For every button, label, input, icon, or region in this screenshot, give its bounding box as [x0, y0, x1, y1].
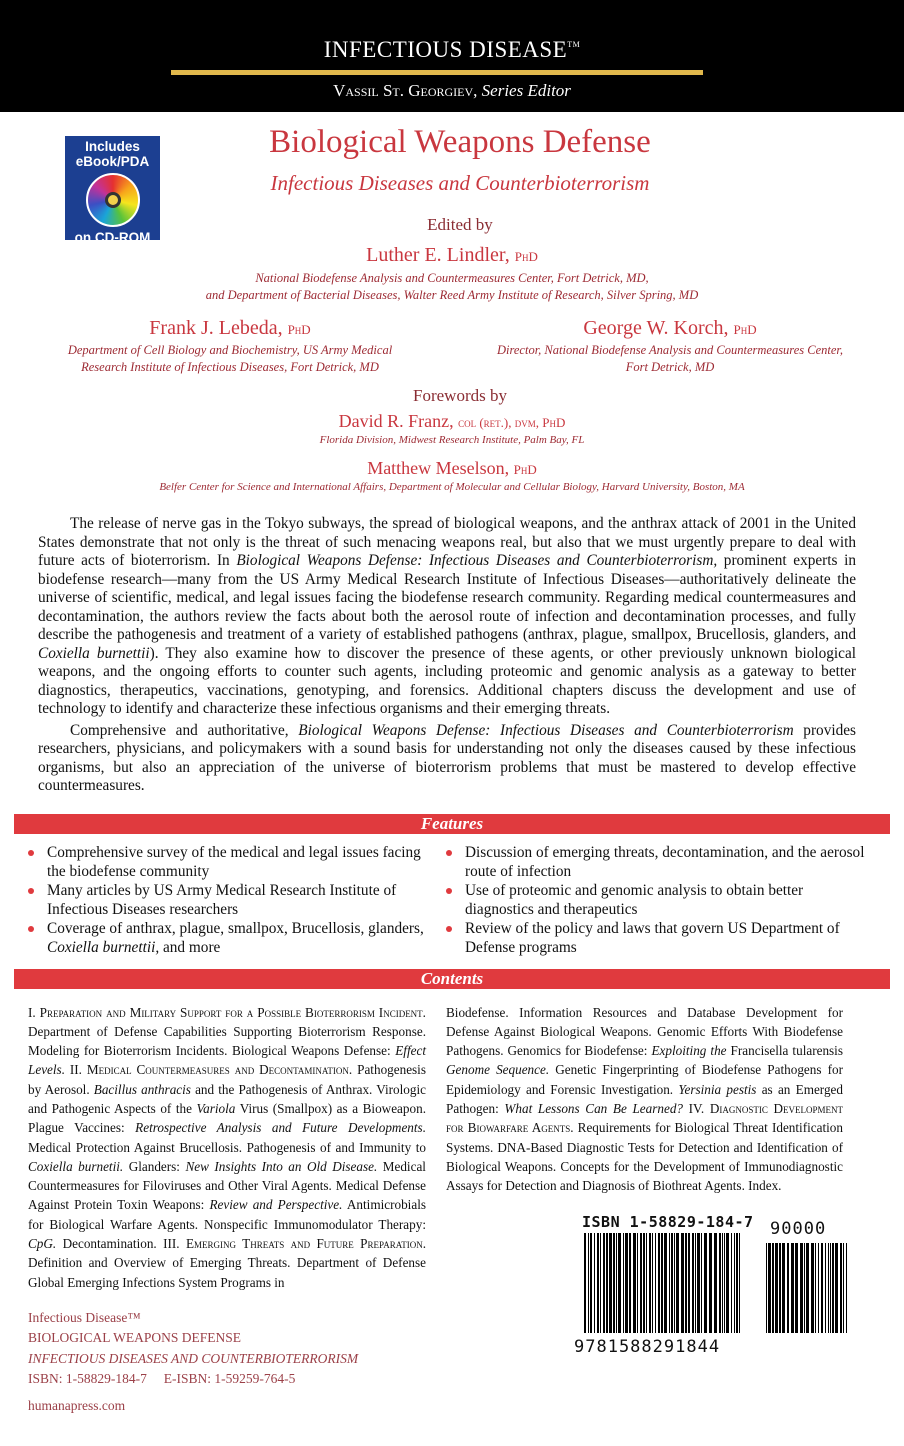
- text-segment: Requirements for Biological Threat Identification Systems. DNA-Based Diagnostic Tests for Detection and Identification of Biological Weapons. Concepts for the Development of Immunodiagnostic Assays for Detection and Diagnosis of Biothreat Agents. Index.: [446, 1120, 843, 1194]
- editor-affiliation: Fort Detrick, MD: [625, 360, 715, 374]
- barcode-bar: [701, 1233, 702, 1333]
- text-segment: Comprehensive and authoritative,: [70, 721, 299, 739]
- addon-barcode: [766, 1243, 849, 1333]
- text-segment: Biodefense. Information Resources and Database Development for Defense Against Biological Weapons. Genomic Efforts With Biodefense Pathogens. Genomics for Biodefense:: [446, 1004, 843, 1059]
- barcode-bar: [688, 1233, 690, 1333]
- text-segment: Department of Defense Capabilities Supporting Bioterrorism Response. Modeling for Bioterrorism Incidents. Biological Weapons Defense:: [28, 1023, 426, 1059]
- barcode-bar: [779, 1243, 781, 1333]
- barcode-bar: [709, 1233, 712, 1333]
- features-list-right: [446, 843, 866, 957]
- barcode-bar: [821, 1243, 823, 1333]
- contents: [28, 1003, 890, 1417]
- barcode-bar: [676, 1233, 679, 1333]
- text-segment: Genetic Fingerprinting of Biodefense Pathogens for Epidemiology and Forensic Investigation.: [446, 1062, 843, 1097]
- text-segment: Glanders:: [123, 1158, 186, 1174]
- barcode-bar: [840, 1243, 842, 1333]
- barcode-bar: [646, 1233, 647, 1333]
- barcode-bar: [828, 1243, 829, 1333]
- text-segment: IV.: [683, 1100, 710, 1116]
- barcode-bar: [719, 1233, 721, 1333]
- text-segment: Medical Protection Against Brucellosis. Pathogenesis of and Immunity to: [28, 1139, 426, 1155]
- text-segment: II.: [65, 1062, 87, 1078]
- editor-affiliation: National Biodefense Analysis and Countermeasures Center, Fort Detrick, MD,: [255, 271, 649, 285]
- left-column: [28, 1003, 426, 1417]
- editor-name: Luther E. Lindler,: [366, 244, 510, 266]
- barcode-bar: [818, 1243, 819, 1333]
- barcode-bar: [825, 1243, 826, 1333]
- barcode-bar: [664, 1233, 667, 1333]
- forewords-by-label: Forewords by: [413, 386, 507, 405]
- text-segment: prominent experts in biodefense research—many from the US Army Medical Research Institute of Infectious Diseases—authoritatively delineate the universe of scientific, medical, and legal issues facing the biodefense research community. Regarding medical countermeasures and decontamination, the authors review the facts about both the aerosol route of infection and decontamination processes, and fully describe the pathogenesis and treatment of a variety of established pathogens (anthrax, plague, smallpox, Brucellosis, glanders, and: [38, 552, 856, 643]
- features-list-left: [28, 843, 428, 957]
- text-segment: Coverage of anthrax, plague, smallpox, Brucellosis, glanders,: [47, 919, 424, 937]
- text-segment: as an Emerged Pathogen:: [446, 1081, 844, 1116]
- barcode-bar: [695, 1233, 696, 1333]
- editor-degree: PhD: [514, 249, 538, 264]
- barcode-bar: [600, 1233, 601, 1333]
- footer-title: BIOLOGICAL WEAPONS DEFENSE: [28, 1330, 242, 1346]
- barcode-bar: [714, 1233, 717, 1333]
- barcode-bar: [806, 1243, 809, 1333]
- barcode-bar: [726, 1233, 729, 1333]
- barcode-bar: [724, 1233, 725, 1333]
- barcode-bar: [692, 1233, 694, 1333]
- description-paragraph: [38, 722, 856, 796]
- editor-degree: PhD: [287, 322, 311, 337]
- editor-korch: [440, 317, 900, 376]
- editor-name: George W. Korch,: [583, 317, 729, 339]
- contents-heading: Contents: [14, 969, 890, 989]
- text-segment: Decontamination. III.: [56, 1236, 186, 1252]
- italic-text: Variola: [196, 1100, 236, 1116]
- barcode-bar: [623, 1233, 624, 1333]
- editor-lindler: [100, 244, 804, 304]
- barcode-bar: [832, 1243, 834, 1333]
- foreword-name: David R. Franz,: [338, 411, 454, 431]
- barcode-bar: [674, 1233, 675, 1333]
- editor-degree: PhD: [733, 322, 757, 337]
- barcode-bar: [830, 1243, 831, 1333]
- italic-text: Exploiting the: [651, 1043, 727, 1059]
- contents-right-column: [446, 1003, 843, 1196]
- italic-text: Genome Sequence.: [446, 1062, 550, 1078]
- contents-left-column: [28, 1003, 426, 1292]
- barcode-bar: [633, 1233, 636, 1333]
- barcode-bar: [637, 1233, 638, 1333]
- text-segment: Medical Countermeasures for Filoviruses and Other Viral Agents. Medical Defense Against Protein Toxin Weapons:: [28, 1158, 426, 1213]
- footer-url[interactable]: humanapress.com: [28, 1397, 126, 1413]
- editor-affiliation: Research Institute of Infectious Diseases, Fort Detrick, MD: [81, 360, 379, 374]
- editor-name: Frank J. Lebeda,: [149, 317, 283, 339]
- barcode-bar: [739, 1233, 740, 1333]
- feature-item: [28, 843, 428, 881]
- barcode-bar: [671, 1233, 673, 1333]
- barcode-bar: [613, 1233, 615, 1333]
- barcode-bar: [618, 1233, 621, 1333]
- italic-text: Coxiella burnettii,: [47, 938, 160, 956]
- italic-text: CpG.: [28, 1236, 57, 1252]
- barcode-bar: [625, 1233, 628, 1333]
- edited-by-label: Edited by: [427, 215, 493, 234]
- text-segment: Use of proteomic and genomic analysis to obtain better diagnostics and therapeutics: [465, 881, 804, 918]
- text-segment: Virus (Smallpox) as a Bioweapon. Plague Vaccines:: [28, 1100, 426, 1136]
- barcode-bar: [843, 1243, 844, 1333]
- features-heading: Features: [14, 814, 890, 834]
- feature-item: [446, 919, 866, 957]
- barcode-bar: [652, 1233, 653, 1333]
- feature-item: [28, 881, 428, 919]
- italic-text: Bacillus anthracis: [93, 1081, 191, 1097]
- barcode-bar: [697, 1233, 700, 1333]
- foreword-affiliation: Florida Division, Midwest Research Institute, Palm Bay, FL: [319, 434, 585, 446]
- cd-disc-icon: [86, 173, 140, 227]
- footer-subtitle: INFECTIOUS DISEASES AND COUNTERBIOTERRORISM: [28, 1350, 359, 1366]
- series-title: INFECTIOUS DISEASE: [323, 37, 568, 62]
- editor-lebeda: [20, 317, 440, 376]
- text-segment: Antimicrobials for Biological Warfare Agents. Nonspecific Immunomodulator Therapy:: [28, 1197, 426, 1232]
- barcode-bar: [787, 1243, 789, 1333]
- italic-text: Yersinia pestis: [678, 1081, 757, 1097]
- feature-item: [446, 881, 866, 919]
- italic-text: New Insights Into an Old Disease.: [185, 1158, 378, 1174]
- barcode-bar: [649, 1233, 651, 1333]
- barcode-bar: [704, 1233, 707, 1333]
- description-paragraph: [38, 515, 856, 719]
- barcode-bar: [640, 1233, 642, 1333]
- gold-rule: [171, 70, 703, 75]
- foreword-degree: PhD: [513, 462, 537, 477]
- barcode-bar: [835, 1243, 838, 1333]
- barcode-bar: [804, 1243, 805, 1333]
- barcode-bar: [734, 1233, 735, 1333]
- text-segment: Comprehensive survey of the medical and legal issues facing the biodefense community: [47, 843, 421, 880]
- ean-barcode: [584, 1233, 747, 1333]
- barcode-bar: [722, 1233, 723, 1333]
- text-segment: Discussion of emerging threats, decontamination, and the aerosol route of infection: [465, 843, 865, 880]
- foreword-degree: col (ret.), dvm, PhD: [458, 415, 566, 430]
- barcode-bar: [629, 1233, 631, 1333]
- barcode-bar: [584, 1233, 586, 1333]
- barcode-bar: [736, 1233, 738, 1333]
- text-segment: Francisella tularensis: [726, 1043, 843, 1059]
- badge-line: eBook/PDA: [75, 154, 150, 169]
- series-name: [0, 37, 904, 63]
- text-segment: I.: [28, 1004, 40, 1020]
- barcode-bar: [768, 1243, 771, 1333]
- text-segment: Definition and Overview of Emerging Threats. Department of Defense Global Emerging Infections System Programs in: [28, 1255, 426, 1290]
- text-segment: Pathogenesis by Aerosol.: [28, 1062, 426, 1097]
- feature-item: [446, 843, 866, 881]
- barcode-bar: [661, 1233, 663, 1333]
- barcode-bar: [609, 1233, 612, 1333]
- addon-digits: 90000: [770, 1219, 827, 1240]
- foreword-name: Matthew Meselson,: [367, 458, 510, 478]
- italic-text: What Lessons Can Be Learned?: [504, 1100, 684, 1116]
- barcode-bar: [846, 1243, 847, 1333]
- italic-text: Effect Levels.: [28, 1043, 426, 1078]
- section-title: Emerging Threats and Future Preparation.: [185, 1236, 426, 1252]
- editor-affiliation: Department of Cell Biology and Biochemistry, US Army Medical: [67, 343, 393, 357]
- badge-line: Includes: [85, 139, 140, 154]
- barcode-bar: [594, 1233, 595, 1333]
- barcode-bar: [603, 1233, 605, 1333]
- footer-eisbn: E-ISBN: 1-59259-764-5: [163, 1371, 296, 1387]
- badge-line: on CD-ROM: [74, 230, 151, 245]
- text-segment: Many articles by US Army Medical Research Institute of Infectious Diseases researchers: [47, 881, 397, 918]
- description: [38, 515, 856, 796]
- foreword-affiliation: Belfer Center for Science and International Affairs, Department of Molecular and Cellular Biology, Harvard University, Boston, MA: [159, 481, 745, 493]
- barcode-bar: [815, 1243, 816, 1333]
- text-segment: ). They also examine how to discover the presence of these agents, or other previously unknown biological weapons, and the ongoing efforts to counter such agents, including proteomic and genomic analysis as a gateway to better diagnostics, therapeutics, vaccinations, genotyping, and forensics. Additional chapters discuss the development and use of technology to identify and characterize these infectious organisms and their emerging threats.: [38, 644, 856, 717]
- barcode-bar: [772, 1243, 774, 1333]
- text-segment: The release of nerve gas in the Tokyo subways, the spread of biological weapons, and the anthrax attack of 2001 in the United States demonstrate that not only is the threat of such menacing weapons real, but also that we must urgently prepare to deal with future acts of bioterrorism. In: [38, 515, 856, 569]
- barcode-bar: [681, 1233, 684, 1333]
- barcode-bar: [766, 1243, 767, 1333]
- text-segment: and the Pathogenesis of Anthrax. Virologic and Pathogenic Aspects of the: [28, 1081, 426, 1116]
- barcode-bar: [655, 1233, 656, 1333]
- barcode-bar: [643, 1233, 645, 1333]
- foreword-meselson: [40, 458, 864, 496]
- barcode-bar: [590, 1233, 592, 1333]
- ean-digits: 9781588291844: [574, 1337, 721, 1358]
- book-subtitle: Infectious Diseases and Counterbioterrorism: [270, 171, 650, 195]
- footer-isbn: ISBN: 1-58829-184-7: [28, 1371, 147, 1387]
- barcode-bar: [791, 1243, 794, 1333]
- footer-info: [28, 1308, 426, 1417]
- barcode-bar: [669, 1233, 670, 1333]
- text-segment: Review of the policy and laws that govern US Department of Defense programs: [465, 919, 840, 956]
- barcode-bar: [800, 1243, 803, 1333]
- barcode-isbn-label: ISBN 1-58829-184-7: [582, 1213, 754, 1232]
- italic-text: Biological Weapons Defense: Infectious Diseases and Counterbioterrorism: [298, 721, 794, 739]
- barcode-bar: [606, 1233, 608, 1333]
- feature-item: [28, 919, 428, 957]
- footer-series: Infectious Disease™: [28, 1309, 141, 1325]
- barcode-bar: [597, 1233, 599, 1333]
- right-column: [446, 1003, 843, 1417]
- barcode-bar: [811, 1243, 814, 1333]
- barcode-block: [574, 1213, 852, 1363]
- series-editor: Vassil St. Georgiev, Series Editor: [333, 81, 571, 100]
- barcode-bar: [616, 1233, 617, 1333]
- italic-text: Coxiella burnettii: [38, 644, 150, 662]
- barcode-bar: [795, 1243, 798, 1333]
- barcode-bar: [685, 1233, 687, 1333]
- editor-affiliation: Director, National Biodefense Analysis and Countermeasures Center,: [496, 343, 844, 357]
- italic-text: Review and Perspective.: [209, 1197, 343, 1213]
- italic-text: Biological Weapons Defense: Infectious Diseases and Counterbioterrorism,: [236, 552, 718, 569]
- italic-text: Coxiella burnetii.: [28, 1158, 124, 1174]
- section-title: Preparation and Military Support for a Possible Bioterrorism Incident.: [39, 1004, 426, 1020]
- section-title: Medical Countermeasures and Decontamination.: [86, 1062, 353, 1078]
- editor-affiliation: and Department of Bacterial Diseases, Walter Reed Army Institute of Research, Silver Spring, MD: [205, 288, 699, 302]
- series-banner: [0, 0, 904, 112]
- cd-rom-badge: [65, 136, 160, 245]
- barcode-bar: [588, 1233, 589, 1333]
- features: [28, 843, 890, 957]
- book-title: Biological Weapons Defense: [269, 124, 651, 160]
- series-editor-name: Vassil St. Georgiev: [333, 81, 474, 100]
- text-segment: and more: [159, 938, 221, 956]
- barcode-bar: [658, 1233, 660, 1333]
- trademark: TM: [567, 40, 581, 49]
- series-editor-role: Series Editor: [481, 81, 571, 100]
- barcode-bar: [775, 1243, 778, 1333]
- text-segment: provides researchers, physicians, and policymakers with a sound basis for understanding not only the diseases caused by these infectious organisms, but also an appreciation of the universe of bioterrorism problems that must be mastered to develop effective countermeasures.: [38, 721, 856, 794]
- italic-text: Retrospective Analysis and Future Developments.: [135, 1120, 426, 1136]
- main-content: [14, 515, 890, 1446]
- barcode-bar: [731, 1233, 732, 1333]
- foreword-franz: [100, 411, 804, 449]
- barcode-bar: [782, 1243, 785, 1333]
- section-title: Diagnostic Development for Biowarfare Agents.: [446, 1100, 843, 1136]
